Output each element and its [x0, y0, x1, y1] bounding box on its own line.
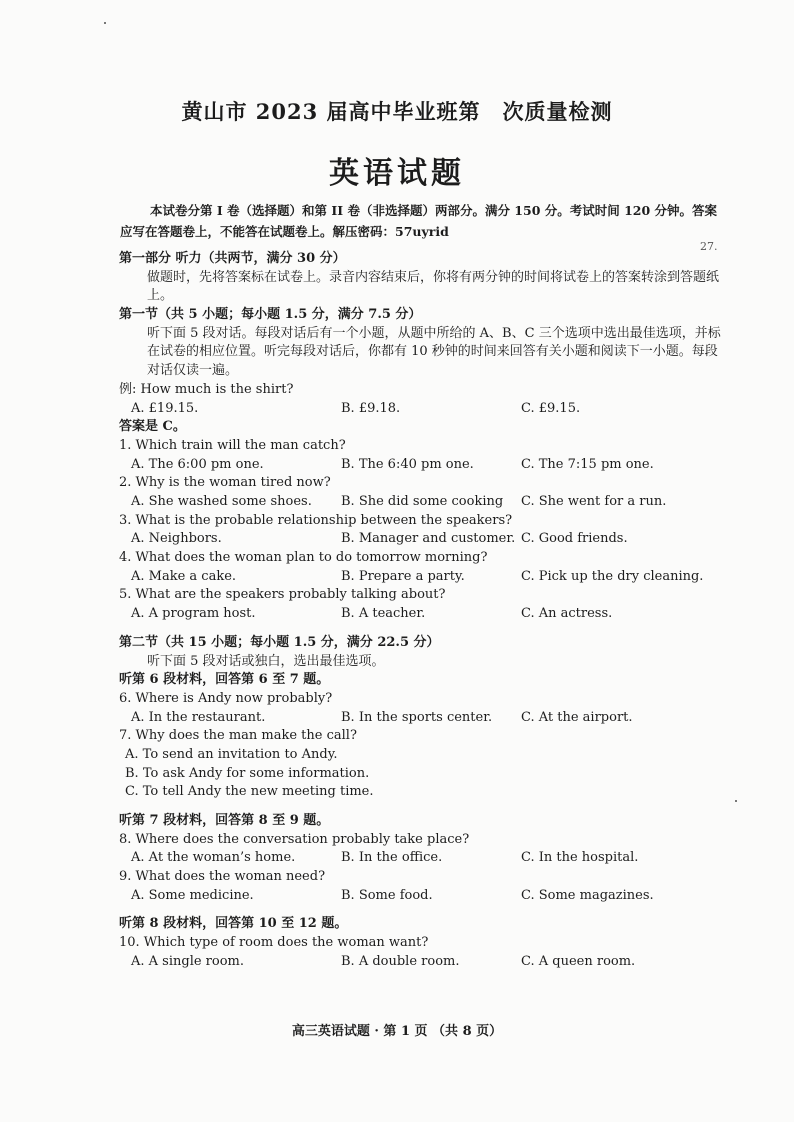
exam-intro: 本试卷分第 I 卷（选择题）和第 II 卷（非选择题）两部分。满分 150 分。考试时间 120 分钟。答案应写在答题卷上，不能答在试题卷上。解压密码：57uyrid	[120, 203, 718, 239]
section2-heading: 第二节（共 15 小题；每小题 1.5 分，满分 22.5 分）	[119, 634, 440, 650]
option-b: B. £9.18.	[341, 400, 401, 416]
group6-heading: 听第 6 段材料，回答第 6 至 7 题。	[119, 672, 330, 688]
subject-title: 英语试题	[329, 156, 465, 191]
example-answer: 答案是 C。	[119, 419, 186, 435]
group7-heading: 听第 7 段材料，回答第 8 至 9 题。	[119, 813, 330, 829]
option-b: B. A teacher.	[341, 606, 426, 622]
question-2-options	[119, 493, 729, 512]
option-a: A. £19.15.	[131, 400, 199, 416]
part1-heading: 第一部分 听力（共两节，满分 30 分）	[119, 251, 346, 266]
part1-instructions: 做题时，先将答案标在试卷上。录音内容结束后，你将有两分钟的时间将试卷上的答案转涂到答题纸上。	[147, 269, 720, 304]
option-b: B. Prepare a party.	[341, 568, 465, 584]
question-6: 6. Where is Andy now probably?	[119, 690, 333, 706]
scan-speck	[104, 22, 106, 24]
option-a: A. A program host.	[131, 606, 256, 622]
option-a: A. Some medicine.	[131, 887, 254, 903]
page-footer: 高三英语试题 · 第 1 页 （共 8 页）	[291, 1024, 503, 1039]
exam-title	[0, 96, 794, 126]
option-a: A. At the woman’s home.	[131, 850, 296, 866]
option-c: C. The 7:15 pm one.	[521, 456, 654, 472]
question-5-options	[119, 605, 729, 624]
example-options	[119, 400, 729, 419]
scan-speck	[735, 800, 737, 802]
example-question: 例: How much is the shirt?	[119, 381, 294, 397]
question-7-option-c: C. To tell Andy the new meeting time.	[125, 784, 374, 800]
section1-heading: 第一节（共 5 小题；每小题 1.5 分，满分 7.5 分）	[119, 307, 422, 323]
title-part-1: 黄山市 2023 届高中毕业班第	[181, 99, 481, 124]
option-c: C. At the airport.	[521, 709, 633, 725]
question-9: 9. What does the woman need?	[119, 869, 326, 885]
question-7-option-a: A. To send an invitation to Andy.	[125, 746, 338, 762]
option-c: C. An actress.	[521, 606, 613, 622]
question-10: 10. Which type of room does the woman want?	[119, 935, 429, 951]
option-c: C. She went for a run.	[521, 494, 667, 510]
question-2: 2. Why is the woman tired now?	[119, 475, 331, 491]
option-a: A. The 6:00 pm one.	[131, 456, 264, 472]
option-a: A. Neighbors.	[131, 531, 222, 547]
question-7: 7. Why does the man make the call?	[119, 728, 357, 744]
margin-mark: 27.	[700, 240, 718, 253]
option-a: A. She washed some shoes.	[131, 494, 312, 510]
option-c: C. Pick up the dry cleaning.	[521, 568, 704, 584]
question-5: 5. What are the speakers probably talking about?	[119, 587, 446, 603]
title-part-2: 次质量检测	[502, 99, 613, 124]
question-1: 1. Which train will the man catch?	[119, 437, 346, 453]
question-6-options	[119, 709, 729, 728]
option-b: B. In the sports center.	[341, 709, 493, 725]
option-b: B. A double room.	[341, 953, 460, 969]
option-b: B. Some food.	[341, 887, 433, 903]
option-b: B. Manager and customer.	[341, 531, 516, 547]
question-4-options	[119, 568, 729, 587]
question-8: 8. Where does the conversation probably take place?	[119, 831, 470, 847]
section1-instructions: 听下面 5 段对话。每段对话后有一个小题，从题中所给的 A、B、C 三个选项中选出最佳选项，并标在试卷的相应位置。听完每段对话后，你都有 10 秒钟的时间来回答有关小题和阅读下一小题。每段对话仅读一遍。	[147, 325, 721, 379]
question-8-options	[119, 849, 729, 868]
question-10-options	[119, 953, 729, 972]
option-b: B. In the office.	[341, 850, 443, 866]
question-1-options	[119, 456, 729, 475]
question-3-options	[119, 530, 729, 549]
question-4: 4. What does the woman plan to do tomorrow morning?	[119, 550, 488, 566]
option-c: C. A queen room.	[521, 953, 636, 969]
option-a: A. A single room.	[131, 953, 245, 969]
section2-instructions: 听下面 5 段对话或独白，选出最佳选项。	[147, 653, 385, 669]
question-7-option-b: B. To ask Andy for some information.	[125, 765, 370, 781]
option-a: A. In the restaurant.	[131, 709, 266, 725]
option-c: C. £9.15.	[521, 400, 581, 416]
option-b: B. The 6:40 pm one.	[341, 456, 474, 472]
option-a: A. Make a cake.	[131, 568, 237, 584]
option-c: C. In the hospital.	[521, 850, 639, 866]
option-c: C. Good friends.	[521, 531, 628, 547]
question-3: 3. What is the probable relationship between the speakers?	[119, 512, 513, 528]
question-9-options	[119, 887, 729, 906]
listening-part	[119, 250, 729, 972]
group8-heading: 听第 8 段材料，回答第 10 至 12 题。	[119, 916, 348, 932]
option-b: B. She did some cooking	[341, 494, 504, 510]
option-c: C. Some magazines.	[521, 887, 654, 903]
